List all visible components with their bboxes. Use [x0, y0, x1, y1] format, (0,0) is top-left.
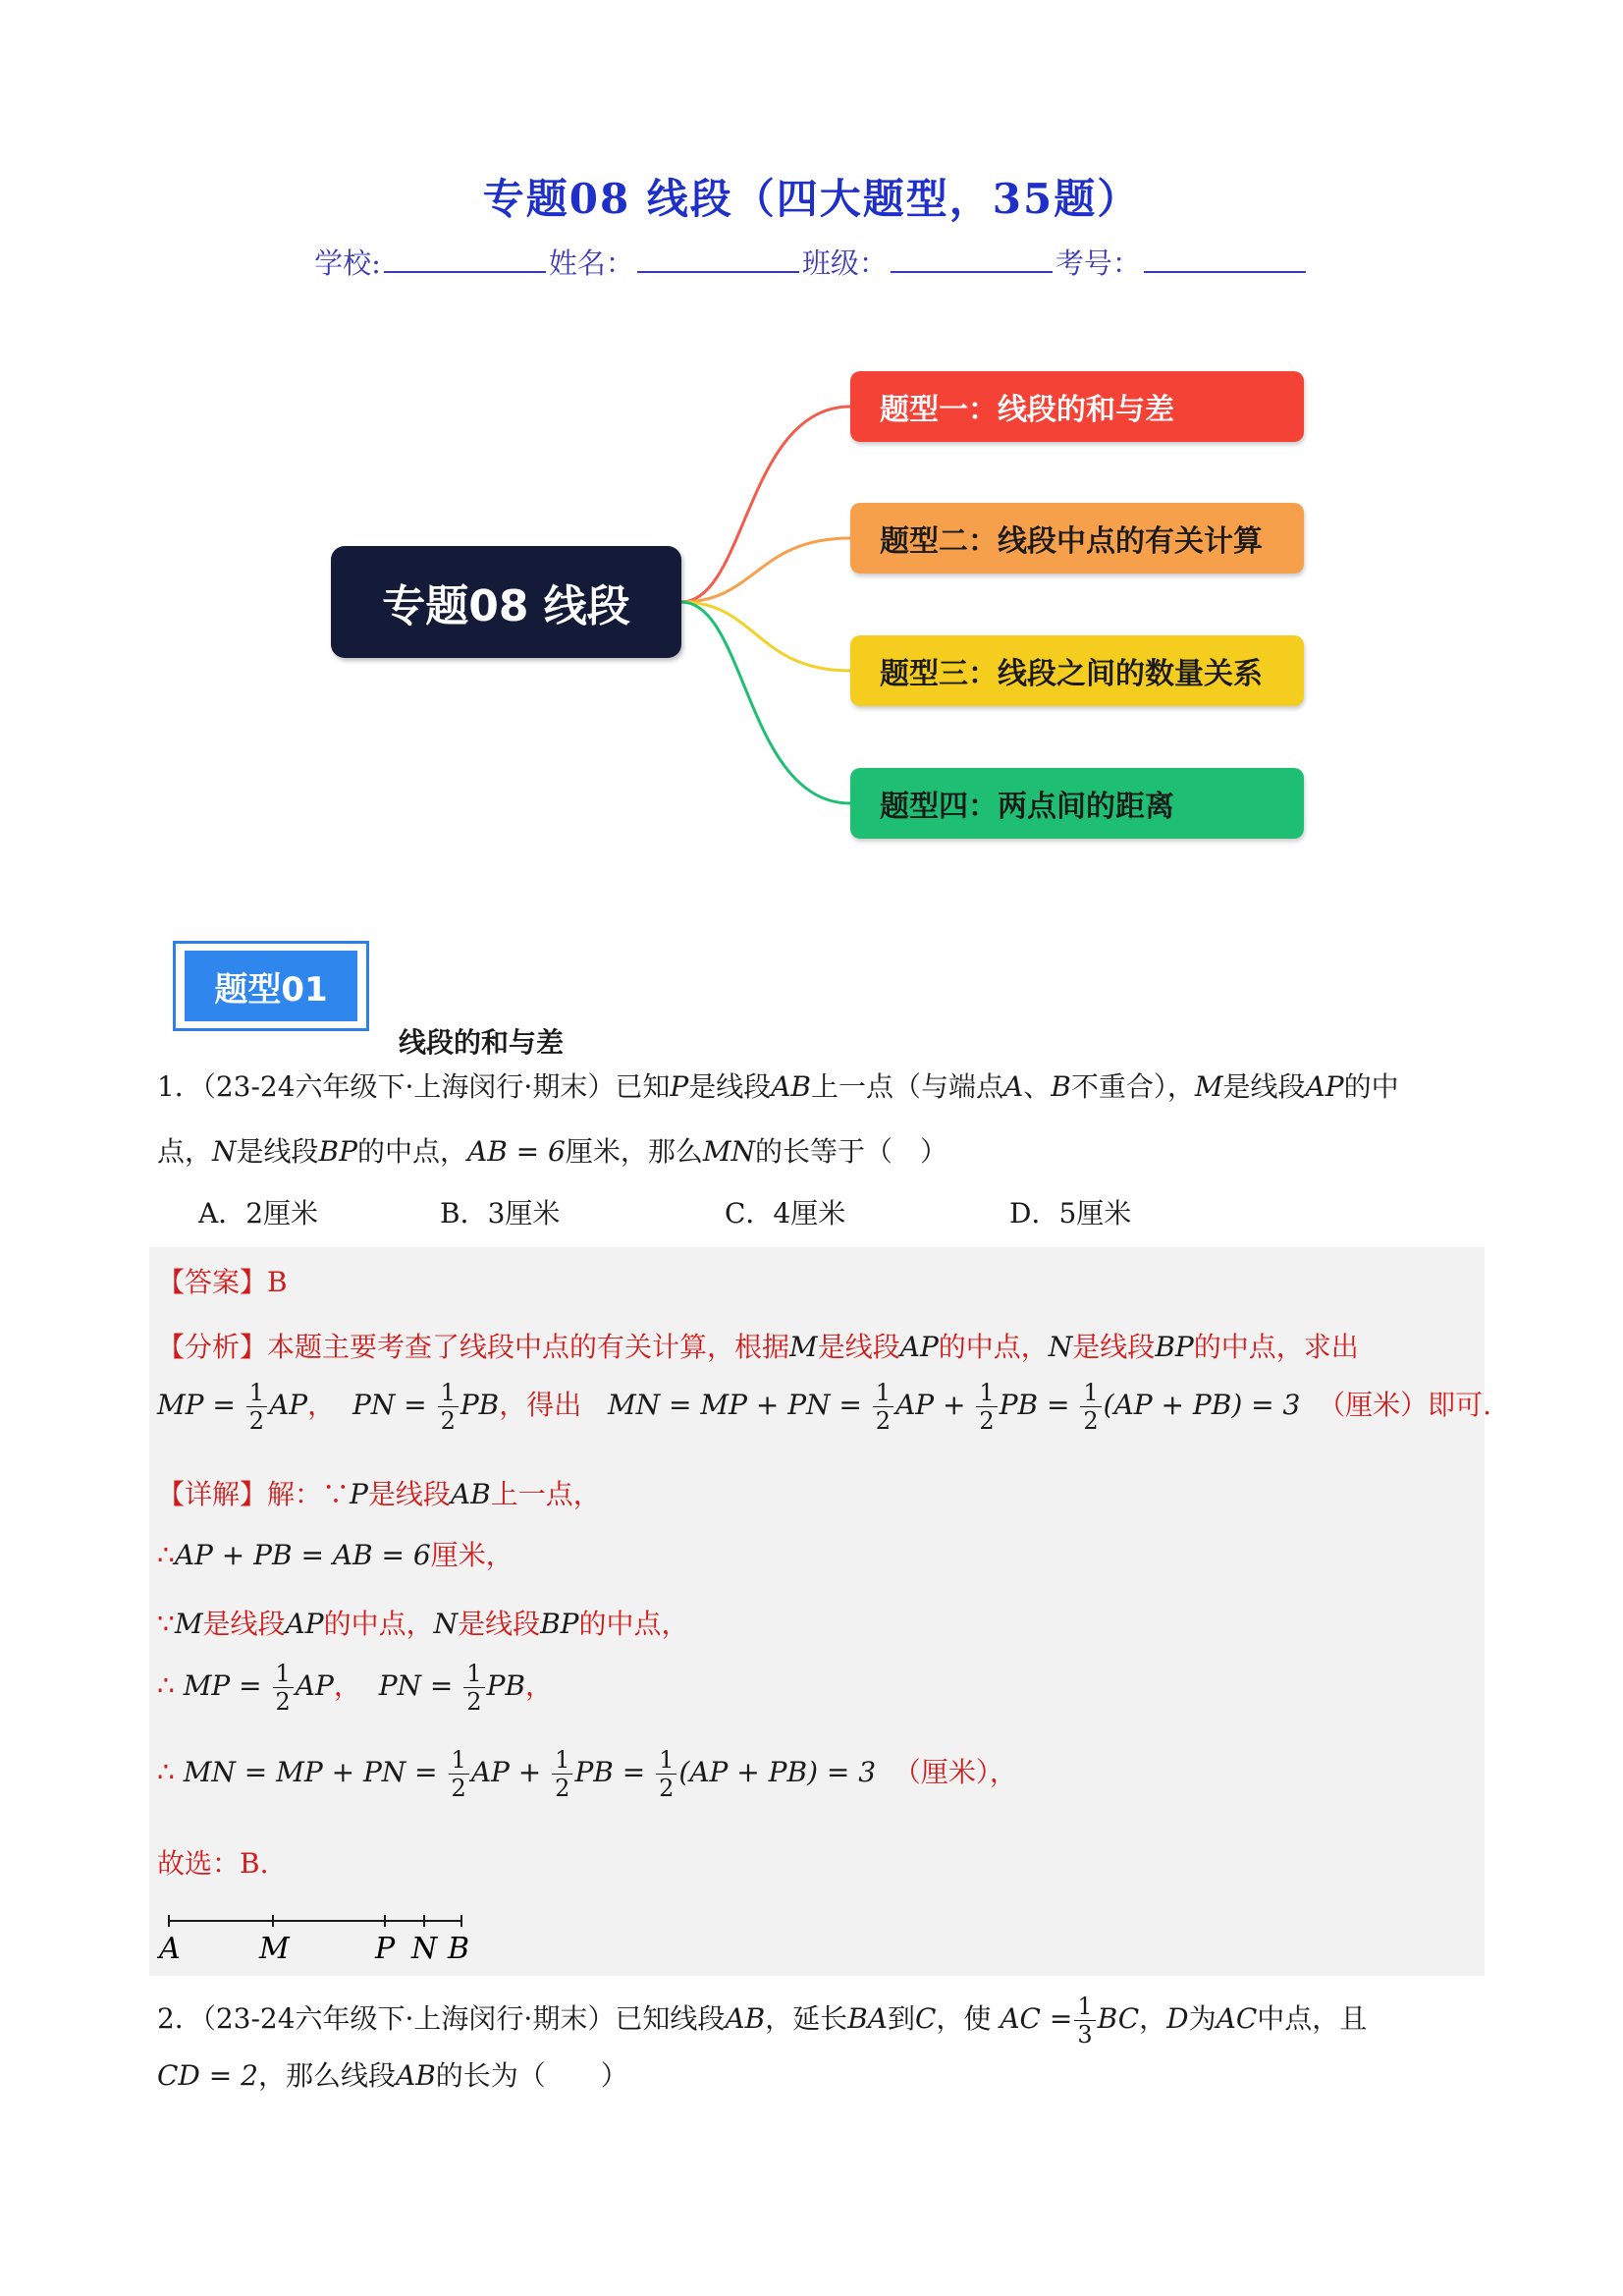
question-1: 1．（23-24六年级下·上海闵行·期末）已知P是线段AB上一点（与端点A、B不重合），M是线段AP的中 点，N是线段BP的中点，AB = 6厘米，那么MN的长等于（ ） — [157, 1070, 1399, 1168]
point-n-label: N — [411, 1932, 438, 1966]
point-b-label: B — [448, 1932, 470, 1966]
exam-number-label: 考号： — [1055, 246, 1141, 280]
badge-label: 题型01 — [185, 951, 357, 1021]
school-label: 学校: — [314, 246, 381, 280]
section-name: 线段的和与差 — [399, 1026, 565, 1059]
segment-diagram — [157, 1911, 481, 1970]
mindmap-connectors — [0, 0, 1623, 884]
detail-line-1: 【详解】解：∵P是线段AB上一点， — [157, 1478, 601, 1510]
mindmap-branch-4: 题型四：两点间的距离 — [850, 768, 1304, 839]
detail-line-4: ∴ MP = $\frac{1}{2}$ AP， PN = $\frac{1}{2}$ PB， — [157, 1660, 554, 1716]
question-1-options — [198, 1192, 1131, 1231]
mindmap-branch-3: 题型三：线段之间的数量关系 — [850, 635, 1304, 706]
detail-line-3: ∵M是线段AP的中点，N是线段BP的中点， — [157, 1608, 689, 1640]
page-title: 专题08 线段（四大题型，35题） — [482, 175, 1141, 223]
point-p-label: P — [375, 1932, 396, 1966]
detail-line-2: ∴AP + PB = AB = 6厘米， — [157, 1539, 514, 1571]
option-d[interactable]: D．5厘米 — [1009, 1197, 1132, 1230]
name-label: 姓名： — [548, 246, 634, 280]
option-a[interactable]: A．2厘米 — [198, 1197, 319, 1230]
class-label: 班级： — [801, 246, 888, 280]
question-2: 2．（23-24六年级下·上海闵行·期末）已知线段AB，延长BA到C，使 AC = $\frac{1}{3}$ BC，D为AC中点，且 CD = 2，那么线段AB的长为（ ） — [157, 1993, 1368, 2092]
option-b[interactable]: B．3厘米 — [440, 1197, 561, 1230]
point-a-label: A — [159, 1932, 181, 1966]
section-badge — [173, 941, 375, 1039]
detail-line-5: ∴ MN = MP + PN = $\frac{1}{2}$ AP + $\frac{1}{2}$ PB = $\frac{1}{2}$ (AP + PB) = 3 （厘米）， — [157, 1746, 1017, 1802]
answer-line: 【答案】B — [157, 1266, 288, 1298]
point-m-label: M — [259, 1932, 290, 1966]
option-c[interactable]: C．4厘米 — [725, 1197, 846, 1230]
choose-line: 故选：B. — [157, 1847, 269, 1880]
analysis-formula-line: MP = $\frac{1}{2}$ AP， PN = $\frac{1}{2}$ PB，得出 MN = MP + PN = $\frac{1}{2}$ AP + $\frac{1}{2}$ PB = $\frac{1}{2}$ (AP + PB) = 3 （厘米）即可. — [157, 1379, 1492, 1435]
analysis-line: 【分析】本题主要考查了线段中点的有关计算，根据M是线段AP的中点，N是线段BP的中点，求出 — [157, 1331, 1359, 1363]
mindmap-branch-2: 题型二：线段中点的有关计算 — [850, 503, 1304, 574]
mindmap-branch-1: 题型一：线段的和与差 — [850, 371, 1304, 442]
mindmap-center-node: 专题08 线段 — [331, 546, 681, 658]
